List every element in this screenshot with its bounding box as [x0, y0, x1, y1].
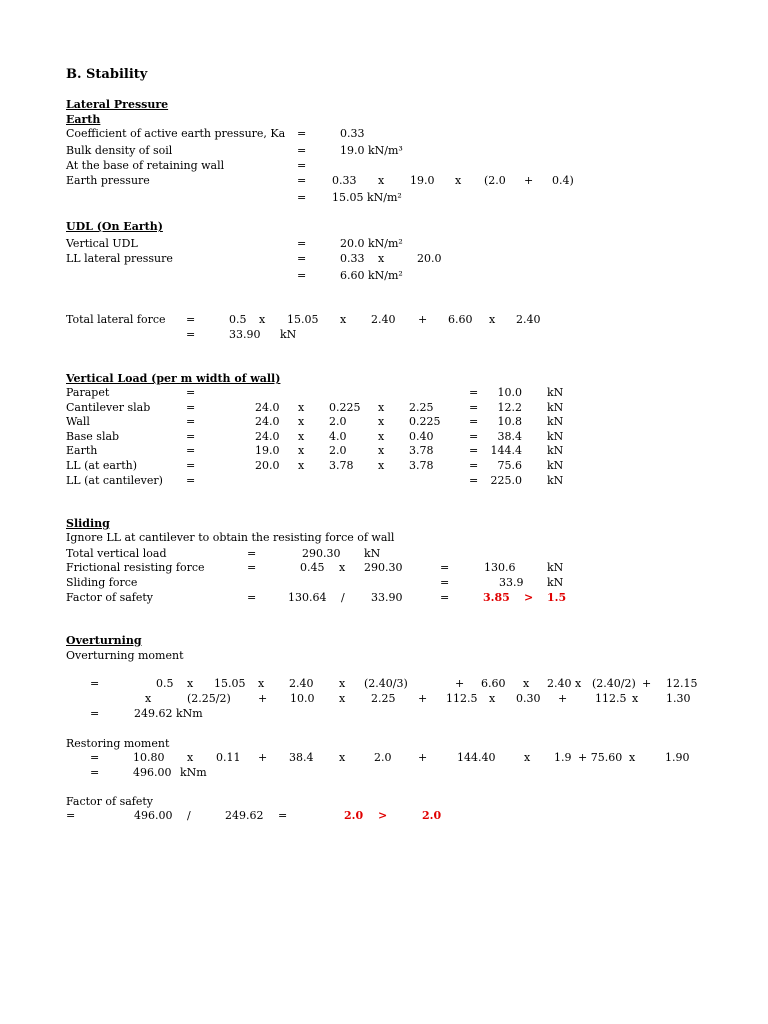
equals-sign: = [469, 429, 479, 443]
overturning-fos-required: 2.0 [422, 809, 442, 822]
vertical-load-a: 20.0 [255, 459, 280, 472]
equals-sign: = [247, 561, 257, 574]
divide-sign: / [341, 591, 345, 604]
ll-lateral-result: 6.60 kN/m² [340, 269, 403, 282]
sliding-heading: Sliding [66, 517, 110, 530]
restoring-term: x [339, 751, 346, 764]
vertical-load-c: 3.78 [409, 444, 434, 458]
ka-value: 0.33 [340, 127, 365, 140]
divide-sign: / [187, 809, 191, 822]
overturning-term: x [145, 692, 152, 705]
overturning-term: 112.5 [595, 692, 627, 705]
overturning-term: 2.40 [289, 677, 314, 690]
equals-sign: = [469, 444, 479, 458]
bulk-density-value: 19.0 kN/m³ [340, 144, 403, 157]
ep-term: x [455, 174, 462, 187]
equals-sign: = [186, 429, 196, 443]
multiply-sign: x [298, 444, 305, 458]
equals-sign: = [469, 415, 479, 429]
overturning-term: (2.40/3) [364, 677, 408, 690]
equals-sign: = [186, 473, 196, 487]
total-vertical-unit: kN [364, 547, 381, 560]
vertical-load-label: Wall [66, 415, 90, 429]
vertical-load-label: LL (at cantilever) [66, 473, 163, 487]
multiply-sign: x [378, 444, 385, 458]
equals-sign: = [469, 473, 479, 487]
ep-term: (2.0 [484, 174, 506, 187]
overturning-term: 112.5 [446, 692, 478, 705]
sliding-fos-a: 130.64 [288, 591, 327, 604]
vertical-load-c: 0.225 [409, 415, 441, 429]
vertical-load-b: 3.78 [329, 459, 354, 472]
equals-sign: = [278, 809, 288, 822]
ll-term: 0.33 [340, 252, 365, 265]
multiply-sign: x [298, 429, 305, 443]
vertical-udl-value: 20.0 kN/m² [340, 237, 403, 250]
overturning-moment-result: 249.62 kNm [134, 707, 203, 720]
vertical-load-a: 19.0 [255, 444, 280, 458]
frf-a: 0.45 [300, 561, 325, 574]
equals-sign: = [297, 144, 307, 157]
total-lateral-label: Total lateral force [66, 313, 166, 326]
total-lateral-result: 33.90 [229, 328, 261, 341]
restoring-term: 144.40 [457, 751, 496, 764]
vertical-load-result: 38.4 [497, 429, 522, 443]
tl-term: 2.40 [371, 313, 396, 326]
lateral-pressure-heading: Lateral Pressure [66, 98, 169, 111]
restoring-term: 1.90 [665, 751, 690, 764]
vertical-load-c: 2.25 [409, 400, 434, 414]
vertical-load-label: Earth [66, 444, 98, 458]
equals-sign: = [186, 444, 196, 458]
sliding-force-label: Sliding force [66, 576, 138, 589]
ep-term: x [378, 174, 385, 187]
vertical-load-result: 225.0 [490, 473, 522, 487]
frf-unit: kN [547, 561, 564, 574]
restoring-term: x [629, 751, 636, 764]
equals-sign: = [247, 547, 257, 560]
vertical-load-label: Cantilever slab [66, 400, 151, 414]
restoring-term: + [418, 751, 428, 764]
tl-term: x [489, 313, 496, 326]
earth-pressure-result: 15.05 kN/m² [332, 191, 402, 204]
equals-sign: = [297, 127, 307, 140]
tl-term: 15.05 [287, 313, 319, 326]
vertical-load-unit: kN [547, 444, 564, 458]
overturning-term: + [258, 692, 268, 705]
vertical-load-unit: kN [547, 415, 564, 429]
overturning-moment-label: Overturning moment [66, 649, 184, 662]
frf-result: 130.6 [484, 561, 516, 574]
ll-lateral-label: LL lateral pressure [66, 252, 173, 265]
overturning-fos-a: 496.00 [134, 809, 173, 822]
multiply-sign: x [339, 561, 346, 574]
restoring-moment-unit: kNm [180, 766, 207, 779]
equals-sign: = [247, 591, 257, 604]
sliding-fos-b: 33.90 [371, 591, 403, 604]
ep-term: 0.33 [332, 174, 357, 187]
ka-label: Coefficient of active earth pressure, Ka [66, 127, 286, 140]
ep-term: + [524, 174, 534, 187]
vertical-load-unit: kN [547, 473, 564, 487]
sliding-force-result: 33.9 [499, 576, 524, 589]
vertical-load-b: 2.0 [329, 415, 347, 429]
earth-pressure-label: Earth pressure [66, 174, 150, 187]
overturning-term: x [258, 677, 265, 690]
multiply-sign: x [298, 459, 305, 472]
vertical-load-b: 0.225 [329, 400, 361, 414]
overturning-term: (2.40/2) [592, 677, 636, 690]
overturning-heading: Overturning [66, 634, 142, 647]
vertical-load-result: 10.0 [497, 386, 522, 399]
overturning-fos-compare: > [378, 809, 388, 822]
sliding-fos-compare: > [524, 591, 534, 604]
tl-term: + [418, 313, 428, 326]
overturning-term: x [489, 692, 496, 705]
sliding-fos-required: 1.5 [547, 591, 567, 604]
equals-sign: = [186, 328, 196, 341]
overturning-term: 2.25 [371, 692, 396, 705]
multiply-sign: x [378, 400, 385, 414]
equals-sign: = [297, 159, 307, 172]
vertical-load-a: 24.0 [255, 415, 280, 429]
restoring-term: 0.11 [216, 751, 241, 764]
sliding-note: Ignore LL at cantilever to obtain the resisting force of wall [66, 531, 395, 544]
restoring-moment-result: 496.00 [133, 766, 172, 779]
sliding-fos-result: 3.85 [483, 591, 510, 604]
overturning-term: x [339, 677, 346, 690]
equals-sign: = [90, 677, 100, 690]
frictional-force-label: Frictional resisting force [66, 561, 205, 574]
vertical-load-b: 2.0 [329, 444, 347, 458]
vertical-load-result: 75.6 [497, 459, 522, 472]
equals-sign: = [186, 386, 196, 399]
ll-term: 20.0 [417, 252, 442, 265]
vertical-load-a: 24.0 [255, 429, 280, 443]
overturning-term: 0.30 [516, 692, 541, 705]
overturning-term: 15.05 [214, 677, 246, 690]
overturning-fos-b: 249.62 [225, 809, 264, 822]
equals-sign: = [297, 269, 307, 282]
equals-sign: = [186, 313, 196, 326]
vertical-load-unit: kN [547, 459, 564, 472]
vertical-load-unit: kN [547, 400, 564, 414]
sliding-fos-label: Factor of safety [66, 591, 154, 604]
vertical-load-heading: Vertical Load (per m width of wall) [66, 372, 281, 385]
vertical-load-result: 12.2 [497, 400, 522, 414]
overturning-term: + [558, 692, 568, 705]
overturning-term: + [418, 692, 428, 705]
overturning-term: (2.25/2) [187, 692, 231, 705]
restoring-term: x [524, 751, 531, 764]
equals-sign: = [297, 174, 307, 187]
vertical-load-a: 24.0 [255, 400, 280, 414]
total-vertical-value: 290.30 [302, 547, 341, 560]
equals-sign: = [90, 766, 100, 779]
page-title: B. Stability [66, 67, 148, 82]
base-label: At the base of retaining wall [66, 159, 225, 172]
vertical-load-label: Parapet [66, 386, 110, 399]
vertical-load-result: 10.8 [497, 415, 522, 429]
udl-heading: UDL (On Earth) [66, 220, 163, 233]
ll-term: x [378, 252, 385, 265]
overturning-term: 2.40 x [547, 677, 582, 690]
equals-sign: = [440, 561, 450, 574]
total-lateral-unit: kN [280, 328, 297, 341]
equals-sign: = [297, 237, 307, 250]
vertical-load-c: 0.40 [409, 429, 434, 443]
overturning-term: + [642, 677, 652, 690]
vertical-load-unit: kN [547, 386, 564, 399]
equals-sign: = [440, 591, 450, 604]
restoring-term: 38.4 [289, 751, 314, 764]
vertical-load-unit: kN [547, 429, 564, 443]
overturning-term: 6.60 [481, 677, 506, 690]
tl-term: x [259, 313, 266, 326]
restoring-term: + [258, 751, 268, 764]
tl-term: 0.5 [229, 313, 247, 326]
overturning-fos-result: 2.0 [344, 809, 364, 822]
vertical-udl-label: Vertical UDL [66, 237, 138, 250]
ep-term: 0.4) [552, 174, 574, 187]
vertical-load-label: Base slab [66, 429, 120, 443]
tl-term: x [340, 313, 347, 326]
equals-sign: = [186, 459, 196, 472]
restoring-term: + 75.60 [578, 751, 623, 764]
equals-sign: = [297, 191, 307, 204]
equals-sign: = [469, 459, 479, 472]
equals-sign: = [297, 252, 307, 265]
restoring-term: x [187, 751, 194, 764]
overturning-term: x [523, 677, 530, 690]
equals-sign: = [90, 751, 100, 764]
ep-term: 19.0 [410, 174, 435, 187]
overturning-term: x [632, 692, 639, 705]
overturning-fos-label: Factor of safety [66, 795, 154, 808]
tl-term: 6.60 [448, 313, 473, 326]
equals-sign: = [90, 707, 100, 720]
equals-sign: = [186, 415, 196, 429]
multiply-sign: x [378, 429, 385, 443]
restoring-term: 1.9 [554, 751, 572, 764]
overturning-term: 1.30 [666, 692, 691, 705]
vertical-load-c: 3.78 [409, 459, 434, 472]
overturning-term: + [455, 677, 465, 690]
sliding-force-unit: kN [547, 576, 564, 589]
overturning-term: x [187, 677, 194, 690]
equals-sign: = [186, 400, 196, 414]
overturning-term: 12.15 [666, 677, 698, 690]
multiply-sign: x [298, 415, 305, 429]
multiply-sign: x [378, 415, 385, 429]
total-vertical-label: Total vertical load [66, 547, 167, 560]
bulk-density-label: Bulk density of soil [66, 144, 173, 157]
vertical-load-result: 144.4 [490, 444, 522, 458]
restoring-moment-label: Restoring moment [66, 737, 170, 750]
tl-term: 2.40 [516, 313, 541, 326]
equals-sign: = [469, 386, 479, 399]
vertical-load-b: 4.0 [329, 429, 347, 443]
earth-heading: Earth [66, 113, 101, 126]
overturning-term: x [339, 692, 346, 705]
equals-sign: = [66, 809, 76, 822]
restoring-term: 10.80 [133, 751, 165, 764]
overturning-term: 0.5 [156, 677, 174, 690]
multiply-sign: x [378, 459, 385, 472]
equals-sign: = [440, 576, 450, 589]
restoring-term: 2.0 [374, 751, 392, 764]
multiply-sign: x [298, 400, 305, 414]
overturning-term: 10.0 [290, 692, 315, 705]
equals-sign: = [469, 400, 479, 414]
frf-b: 290.30 [364, 561, 403, 574]
vertical-load-label: LL (at earth) [66, 459, 137, 472]
